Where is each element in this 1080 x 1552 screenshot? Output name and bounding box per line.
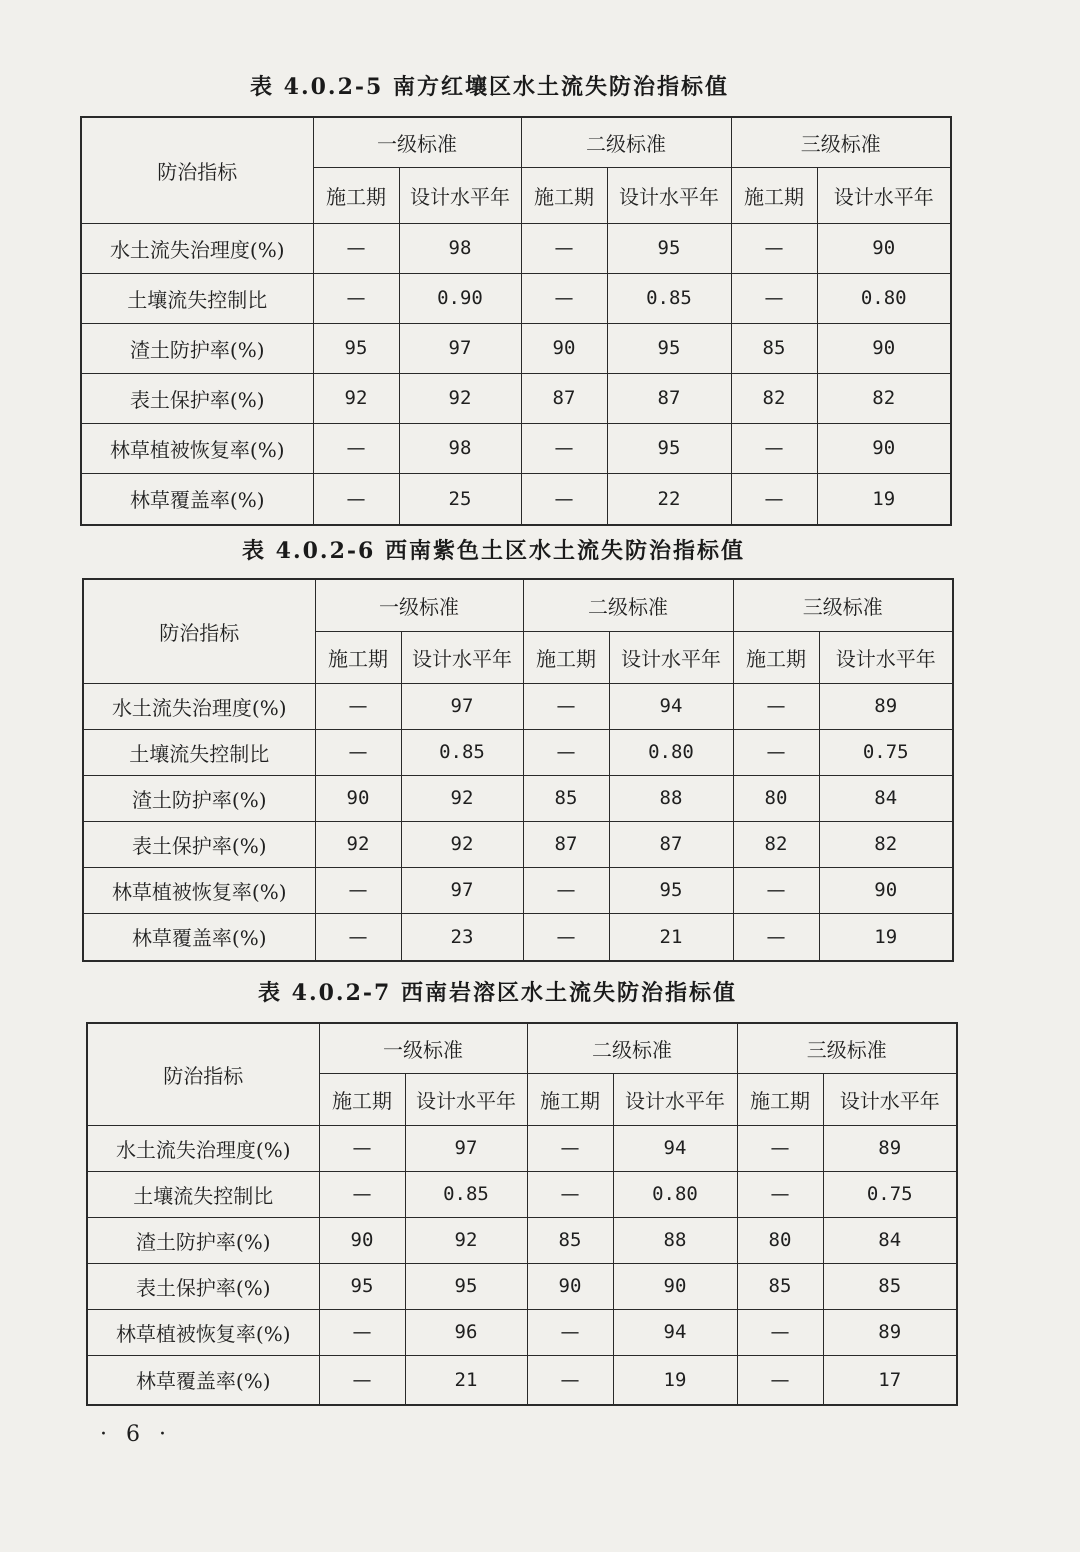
cell: 89 <box>823 1309 957 1355</box>
cell: 85 <box>523 775 609 821</box>
table-row <box>87 1125 957 1171</box>
header-sub: 施工期 <box>521 167 607 223</box>
cell: 84 <box>823 1217 957 1263</box>
cell: 87 <box>609 821 733 867</box>
cell: — <box>737 1355 823 1405</box>
cell: — <box>319 1309 405 1355</box>
cell: 17 <box>823 1355 957 1405</box>
header-sub: 设计水平年 <box>609 631 733 683</box>
cell: 97 <box>399 323 521 373</box>
cell: 21 <box>609 913 733 961</box>
row-label: 林草植被恢复率(%) <box>83 867 315 913</box>
cell: — <box>521 223 607 273</box>
cell: 96 <box>405 1309 527 1355</box>
cell: 97 <box>401 867 523 913</box>
cell: 98 <box>399 423 521 473</box>
header-level-1: 一级标准 <box>315 579 523 631</box>
cell: — <box>315 683 401 729</box>
cell: 98 <box>399 223 521 273</box>
cell: 94 <box>613 1309 737 1355</box>
cell: — <box>731 423 817 473</box>
row-label: 表土保护率(%) <box>87 1263 319 1309</box>
cell: 89 <box>819 683 953 729</box>
table-title: 表 4.0.2-5 南方红壤区水土流失防治指标值 <box>250 74 729 100</box>
table-title: 表 4.0.2-7 西南岩溶区水土流失防治指标值 <box>258 980 737 1006</box>
row-label: 林草植被恢复率(%) <box>81 423 313 473</box>
cell: 0.80 <box>613 1171 737 1217</box>
cell: 95 <box>609 867 733 913</box>
cell: — <box>521 473 607 525</box>
table-south-red-soil <box>80 116 952 526</box>
cell: 80 <box>737 1217 823 1263</box>
cell: — <box>733 683 819 729</box>
header-level-3: 三级标准 <box>737 1023 957 1073</box>
header-sub: 设计水平年 <box>401 631 523 683</box>
row-label: 表土保护率(%) <box>81 373 313 423</box>
header-indicator: 防治指标 <box>81 117 313 223</box>
cell: 92 <box>405 1217 527 1263</box>
cell: 94 <box>613 1125 737 1171</box>
cell: — <box>737 1309 823 1355</box>
cell: 97 <box>405 1125 527 1171</box>
cell: 95 <box>607 423 731 473</box>
header-sub: 施工期 <box>313 167 399 223</box>
cell: — <box>527 1125 613 1171</box>
header-level-3: 三级标准 <box>731 117 951 167</box>
row-label: 土壤流失控制比 <box>87 1171 319 1217</box>
cell: 87 <box>607 373 731 423</box>
cell: — <box>527 1355 613 1405</box>
header-level-3: 三级标准 <box>733 579 953 631</box>
header-sub: 设计水平年 <box>819 631 953 683</box>
cell: 95 <box>405 1263 527 1309</box>
cell: 92 <box>313 373 399 423</box>
header-sub: 设计水平年 <box>613 1073 737 1125</box>
cell: 82 <box>733 821 819 867</box>
cell: — <box>731 273 817 323</box>
header-sub: 施工期 <box>731 167 817 223</box>
cell: 95 <box>319 1263 405 1309</box>
cell: — <box>733 867 819 913</box>
header-sub: 设计水平年 <box>399 167 521 223</box>
header-level-1: 一级标准 <box>313 117 521 167</box>
cell: 85 <box>823 1263 957 1309</box>
row-label: 林草覆盖率(%) <box>83 913 315 961</box>
table-row <box>81 423 951 473</box>
cell: — <box>523 913 609 961</box>
cell: 90 <box>817 323 951 373</box>
cell: 85 <box>737 1263 823 1309</box>
cell: — <box>731 223 817 273</box>
cell: 19 <box>817 473 951 525</box>
header-sub: 设计水平年 <box>817 167 951 223</box>
row-label: 林草覆盖率(%) <box>87 1355 319 1405</box>
cell: — <box>521 273 607 323</box>
cell: — <box>733 913 819 961</box>
cell: 0.90 <box>399 273 521 323</box>
table-southwest-karst <box>86 1022 958 1406</box>
table-row <box>87 1171 957 1217</box>
table-row <box>81 223 951 273</box>
cell: 80 <box>733 775 819 821</box>
header-level-1: 一级标准 <box>319 1023 527 1073</box>
cell: 92 <box>401 775 523 821</box>
cell: — <box>737 1125 823 1171</box>
table-row <box>81 273 951 323</box>
cell: 87 <box>521 373 607 423</box>
cell: 21 <box>405 1355 527 1405</box>
cell: — <box>315 729 401 775</box>
header-sub: 施工期 <box>733 631 819 683</box>
table-row <box>83 867 953 913</box>
cell: — <box>313 273 399 323</box>
header-sub: 施工期 <box>527 1073 613 1125</box>
cell: — <box>733 729 819 775</box>
table-row <box>87 1217 957 1263</box>
cell: 90 <box>521 323 607 373</box>
cell: 22 <box>607 473 731 525</box>
cell: 23 <box>401 913 523 961</box>
row-label: 土壤流失控制比 <box>83 729 315 775</box>
cell: 0.85 <box>401 729 523 775</box>
header-indicator: 防治指标 <box>87 1023 319 1125</box>
page-number: · 6 · <box>100 1422 172 1447</box>
table-row <box>83 775 953 821</box>
cell: 19 <box>613 1355 737 1405</box>
cell: 19 <box>819 913 953 961</box>
cell: — <box>319 1355 405 1405</box>
table-row <box>83 821 953 867</box>
header-level-2: 二级标准 <box>527 1023 737 1073</box>
cell: 90 <box>819 867 953 913</box>
cell: — <box>315 867 401 913</box>
row-label: 表土保护率(%) <box>83 821 315 867</box>
cell: 95 <box>607 323 731 373</box>
header-sub: 施工期 <box>523 631 609 683</box>
header-sub: 设计水平年 <box>823 1073 957 1125</box>
cell: 85 <box>527 1217 613 1263</box>
cell: — <box>315 913 401 961</box>
row-label: 土壤流失控制比 <box>81 273 313 323</box>
cell: 92 <box>401 821 523 867</box>
cell: 85 <box>731 323 817 373</box>
cell: 90 <box>817 423 951 473</box>
cell: — <box>523 683 609 729</box>
table-row <box>87 1309 957 1355</box>
table-row <box>83 683 953 729</box>
cell: — <box>319 1125 405 1171</box>
table-title: 表 4.0.2-6 西南紫色土区水土流失防治指标值 <box>242 538 745 564</box>
row-label: 林草覆盖率(%) <box>81 473 313 525</box>
cell: 90 <box>527 1263 613 1309</box>
cell: 0.80 <box>609 729 733 775</box>
table-row <box>81 323 951 373</box>
cell: 82 <box>731 373 817 423</box>
cell: 88 <box>609 775 733 821</box>
table-row <box>87 1355 957 1405</box>
header-sub: 施工期 <box>319 1073 405 1125</box>
cell: 87 <box>523 821 609 867</box>
row-label: 渣土防护率(%) <box>81 323 313 373</box>
cell: 90 <box>315 775 401 821</box>
cell: — <box>313 223 399 273</box>
cell: 90 <box>817 223 951 273</box>
cell: — <box>313 423 399 473</box>
row-label: 水土流失治理度(%) <box>81 223 313 273</box>
cell: 0.80 <box>817 273 951 323</box>
table-row <box>83 729 953 775</box>
cell: — <box>527 1171 613 1217</box>
header-sub: 施工期 <box>737 1073 823 1125</box>
cell: 95 <box>313 323 399 373</box>
header-sub: 设计水平年 <box>405 1073 527 1125</box>
cell: 0.85 <box>405 1171 527 1217</box>
cell: 90 <box>319 1217 405 1263</box>
cell: — <box>313 473 399 525</box>
cell: 25 <box>399 473 521 525</box>
cell: 88 <box>613 1217 737 1263</box>
cell: 0.75 <box>819 729 953 775</box>
cell: 92 <box>315 821 401 867</box>
cell: — <box>737 1171 823 1217</box>
cell: 97 <box>401 683 523 729</box>
cell: — <box>523 729 609 775</box>
header-level-2: 二级标准 <box>523 579 733 631</box>
cell: 84 <box>819 775 953 821</box>
cell: 90 <box>613 1263 737 1309</box>
cell: 92 <box>399 373 521 423</box>
cell: — <box>731 473 817 525</box>
header-sub: 设计水平年 <box>607 167 731 223</box>
table-row <box>81 373 951 423</box>
cell: — <box>527 1309 613 1355</box>
table-southwest-purple-soil <box>82 578 954 962</box>
cell: 82 <box>817 373 951 423</box>
header-sub: 施工期 <box>315 631 401 683</box>
table-row <box>83 913 953 961</box>
header-level-2: 二级标准 <box>521 117 731 167</box>
row-label: 渣土防护率(%) <box>83 775 315 821</box>
row-label: 水土流失治理度(%) <box>83 683 315 729</box>
cell: 94 <box>609 683 733 729</box>
cell: 95 <box>607 223 731 273</box>
header-indicator: 防治指标 <box>83 579 315 683</box>
table-row <box>81 473 951 525</box>
cell: 0.85 <box>607 273 731 323</box>
row-label: 水土流失治理度(%) <box>87 1125 319 1171</box>
cell: 82 <box>819 821 953 867</box>
row-label: 渣土防护率(%) <box>87 1217 319 1263</box>
cell: — <box>521 423 607 473</box>
cell: 0.75 <box>823 1171 957 1217</box>
cell: — <box>523 867 609 913</box>
cell: 89 <box>823 1125 957 1171</box>
table-row <box>87 1263 957 1309</box>
row-label: 林草植被恢复率(%) <box>87 1309 319 1355</box>
cell: — <box>319 1171 405 1217</box>
